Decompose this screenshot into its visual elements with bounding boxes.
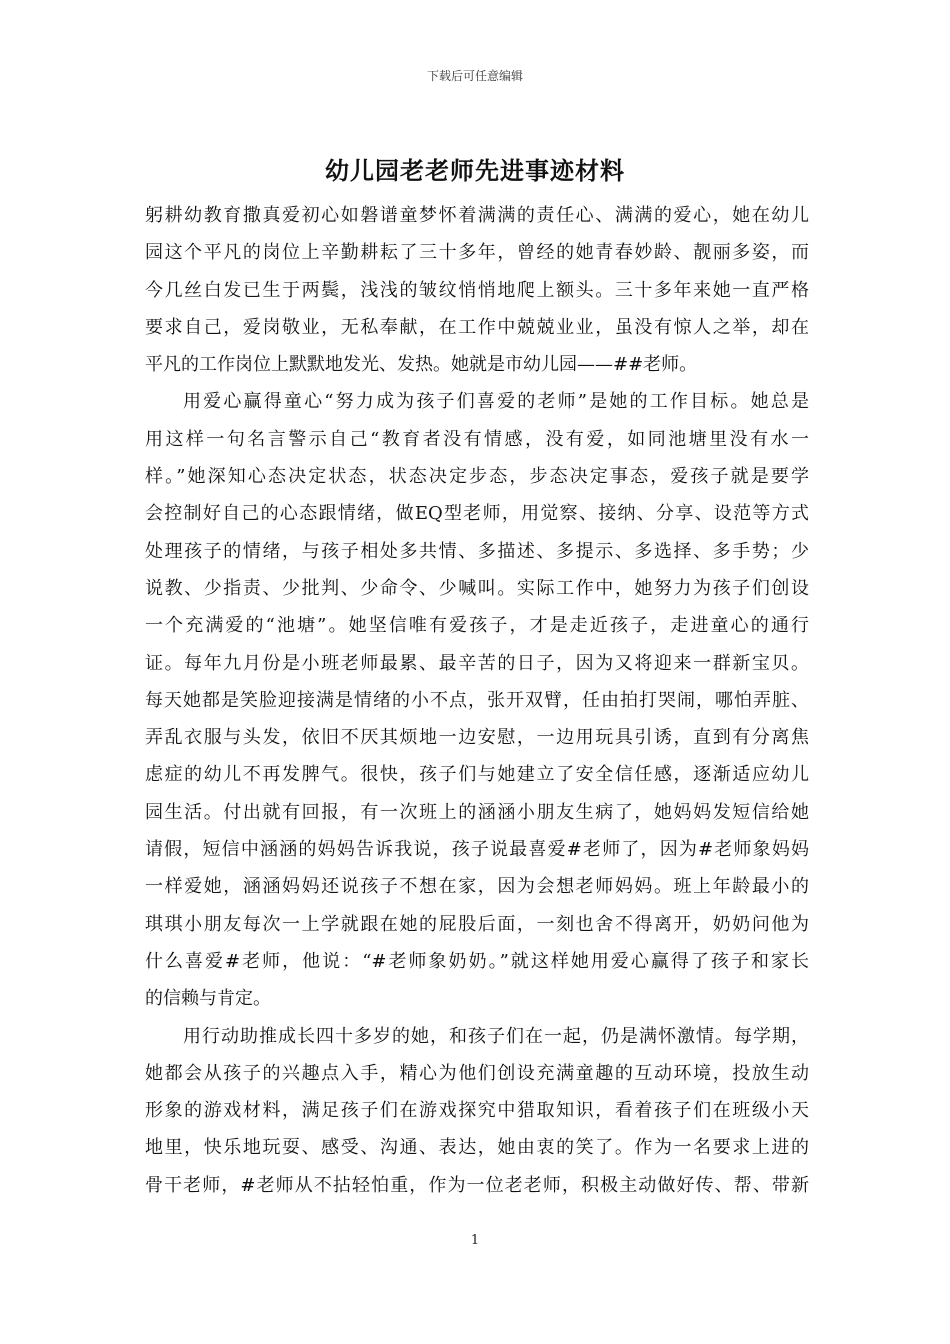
text-line: 一个充满爱的“池塘”。她坚信唯有爱孩子，才是走近孩子，走进童心的通行 — [145, 615, 809, 637]
text-line: 用这样一句名言警示自己“教育者没有情感，没有爱，如同池塘里没有水一 — [145, 428, 809, 450]
paragraph-1 — [145, 197, 809, 383]
text-line: 请假，短信中涵涵的妈妈告诉我说，孩子说最喜爱#老师了，因为#老师象妈妈 — [145, 839, 809, 861]
text-line: 平凡的工作岗位上默默地发光、发热。她就是市幼儿园——##老师。 — [145, 354, 698, 376]
text-line: 骨干老师，#老师从不拈轻怕重，作为一位老老师，积极主动做好传、帮、带新 — [145, 1174, 809, 1196]
page-header-note: 下载后可任意编辑 — [426, 69, 523, 83]
text-line: 一样爱她，涵涵妈妈还说孩子不想在家，因为会想老师妈妈。班上年龄最小的 — [145, 876, 809, 898]
text-line: 用爱心赢得童心“努力成为孩子们喜爱的老师”是她的工作目标。她总是 — [183, 391, 809, 413]
text-line: 地里，快乐地玩耍、感受、沟通、表达，她由衷的笑了。作为一名要求上进的 — [145, 1137, 809, 1159]
text-line: 的信赖与肯定。 — [145, 988, 271, 1010]
text-line: 样。”她深知心态决定状态，状态决定步态，步态决定事态，爱孩子就是要学 — [145, 466, 809, 488]
page-number: 1 — [470, 1233, 480, 1248]
text-line: 形象的游戏材料，满足孩子们在游戏探究中猎取知识，看着孩子们在班级小天 — [145, 1100, 809, 1122]
text-line: 什么喜爱#老师，他说：“#老师象奶奶。”就这样她用爱心赢得了孩子和家长 — [145, 950, 809, 972]
text-line: 证。每年九月份是小班老师最累、最辛苦的日子，因为又将迎来一群新宝贝。 — [145, 652, 809, 674]
document-title: 幼儿园老老师先进事迹材料 — [325, 156, 625, 185]
text-line: 躬耕幼教育撒真爱初心如磐谱童梦怀着满满的责任心、满满的爱心，她在幼儿 — [145, 205, 809, 226]
document-body — [145, 197, 809, 1204]
text-line: 园这个平凡的岗位上辛勤耕耘了三十多年，曾经的她青春妙龄、靓丽多姿，而 — [145, 242, 809, 264]
text-line: 她都会从孩子的兴趣点入手，精心为他们创设充满童趣的互动环境，投放生动 — [145, 1062, 809, 1084]
text-line: 弄乱衣服与头发，依旧不厌其烦地一边安慰，一边用玩具引诱，直到有分离焦 — [145, 727, 809, 749]
text-line: 要求自己，爱岗敬业，无私奉献，在工作中兢兢业业，虽没有惊人之举，却在 — [145, 316, 809, 338]
text-line: 会控制好自己的心态跟情绪，做EQ型老师，用觉察、接纳、分享、设范等方式 — [145, 503, 809, 525]
text-line: 虑症的幼儿不再发脾气。很快，孩子们与她建立了安全信任感，逐渐适应幼儿 — [145, 764, 809, 786]
text-line: 说教、少指责、少批判、少命令、少喊叫。实际工作中，她努力为孩子们创设 — [145, 577, 809, 599]
text-line: 园生活。付出就有回报，有一次班上的涵涵小朋友生病了，她妈妈发短信给她 — [145, 801, 809, 823]
text-line: 每天她都是笑脸迎接满是情绪的小不点，张开双臂，任由拍打哭闹，哪怕弄脏、 — [145, 689, 809, 711]
text-line: 今几丝白发已生于两鬓，浅浅的皱纹悄悄地爬上额头。三十多年来她一直严格 — [145, 279, 809, 301]
paragraph-2 — [145, 383, 809, 1017]
text-line: 用行动助推成长四十多岁的她，和孩子们在一起，仍是满怀激情。每学期， — [183, 1025, 809, 1047]
text-line: 琪琪小朋友每次一上学就跟在她的屁股后面，一刻也舍不得离开，奶奶问他为 — [145, 913, 809, 935]
text-line: 处理孩子的情绪，与孩子相处多共情、多描述、多提示、多选择、多手势；少 — [145, 540, 809, 562]
paragraph-3 — [145, 1018, 809, 1204]
